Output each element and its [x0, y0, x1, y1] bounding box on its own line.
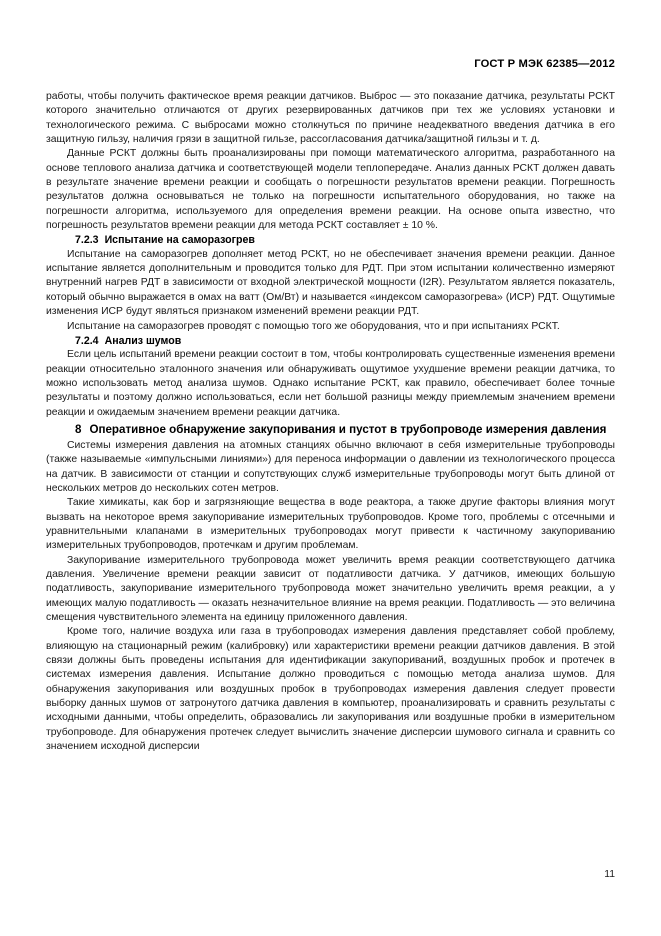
- paragraph-sensor-response-outliers: работы, чтобы получить фактическое время реакции датчиков. Выброс — это показание датчика, результаты РСКТ которого значительно отличаются от других резервированных датчиков при тех же условиях установки и технологического режима. С выбросами можно столкнуться по причине неадекватного введения датчика в его защитную гильзу, наличия грязи в защитной гильзе, рассогласования датчика/защитной гильзы и т. д.: [46, 91, 615, 146]
- paragraph-self-heating-test: Испытание на саморазогрев дополняет метод РСКТ, но не обеспечивает значения времени реакции. Данное испытание является дополнительным и проводится только для РДТ. При этом испытании количественно измеряют внутренний нагрев РДТ в зависимости от входной электрической мощности (I2R). Результатом является показатель, который обычно выражается в омах на ватт (Ом/Вт) и называется «индексом саморазогрева» (ИСР) РДТ. Ощутимые изменения ИСР будут являться признаком изменений времени реакции РДТ.: [46, 248, 615, 318]
- heading-clause-8-number: 8: [75, 422, 82, 436]
- heading-7-2-4-title: Анализ шумов: [104, 334, 182, 347]
- heading-7-2-4: [46, 334, 615, 348]
- heading-clause-8-title: Оперативное обнаружение закупоривания и пустот в трубопроводе измерения давления: [89, 422, 607, 436]
- running-header-standard-designation: ГОСТ Р МЭК 62385—2012: [474, 58, 615, 70]
- paragraph-noise-analysis: Если цель испытаний времени реакции состоит в том, чтобы контролировать существенные изменения времени реакции относительно эталонного значения или обнаруживать ощутимое ухудшение времени реакции датчика, то можно использовать метод анализа шумов. Однако испытание РСКТ, как правило, обеспечивает более точные результаты и поэтому должно использоваться, если нет большой разницы между приемлемым значением времени реакции и ожидаемым значением времени реакции датчика.: [46, 349, 615, 418]
- heading-7-2-3: [46, 233, 615, 247]
- paragraph-lcsr-data-analysis: Данные РСКТ должны быть проанализированы при помощи математического алгоритма, разработанного на основе теплового анализа датчика и соответствующей модели теплопередаче. Анализ данных РСКТ должен давать в результате значение времени реакции и сообщать о погрешности результатов времени реакции. Погрешность результатов должна основываться не только на погрешности испытательного оборудования, но также на погрешности алгоритма, используемого для определения времени реакции. На основе опыта известно, что погрешность результатов времени реакции для метода РСКТ составляет ± 10 %.: [46, 148, 615, 232]
- heading-clause-8: [46, 420, 615, 439]
- paragraph-air-voids-detection: Кроме того, наличие воздуха или газа в трубопроводах измерения давления представляет собой проблему, влияющую на стационарный режим (калибровку) или характеристики времени реакции датчиков давления. В этой связи должны быть проведены испытания для идентификации закупориваний, воздушных пробок и протечек в системах измерения давления. Испытание должно проводиться с помощью метода анализа шумов. Для обнаружения закупоривания или воздушных пробок в трубопроводах измерения давления следует провести выборку данных шумов от затронутого датчика давления в компьютер, проанализировать и сравнить результаты с исходными данными, чтобы определить, образовались ли закупоривания или воздушные пробки в измерительном трубопроводе. Для обнаружения протечек следует вычислить значение дисперсии шумового сигнала и сравнить со значением исходной дисперсии: [46, 626, 615, 753]
- paragraph-self-heating-equipment: Испытание на саморазогрев проводят с помощью того же оборудования, что и при испытаниях РСКТ.: [67, 320, 560, 332]
- paragraph-blockage-causes: Такие химикаты, как бор и загрязняющие вещества в воде реактора, а также другие факторы влияния могут вызвать на некоторое время закупоривание измерительных трубопроводов. Кроме того, проблемы с отсечными и уравнительными клапанами в измерительных трубопроводах могут привести к частичному закупориванию измерительных трубопроводов, протечкам и другим проблемам.: [46, 497, 615, 552]
- heading-7-2-3-title: Испытание на саморазогрев: [104, 234, 255, 247]
- page-number-folio: 11: [604, 869, 615, 880]
- heading-7-2-4-number: 7.2.4: [75, 334, 99, 347]
- page-body-text-column: [46, 90, 615, 754]
- paragraph-sensing-lines-intro: Системы измерения давления на атомных станциях обычно включают в себя измерительные трубопроводы (также называемые «импульсными линиями») для переноса информации о давлении из технологического процесса на датчик. В зависимости от станции и сопутствующих служб измерительные трубопроводы могут быть длиной от нескольких метров до нескольких сотен метров.: [46, 439, 615, 494]
- heading-7-2-3-number: 7.2.3: [75, 234, 99, 247]
- paragraph-compliance-response-time: Закупоривание измерительного трубопровода может увеличить время реакции соответствующего датчика давления. Увеличение времени реакции зависит от податливости датчика. У датчиков, имеющих большую податливость, закупоривание измерительного трубопровода может значительно увеличить время реакции, а у имеющих малую податливость — оказать незначительное влияние на время реакции. Податливость — это величина смещения чувствительного элемента на единицу приложенного давления.: [46, 554, 615, 624]
